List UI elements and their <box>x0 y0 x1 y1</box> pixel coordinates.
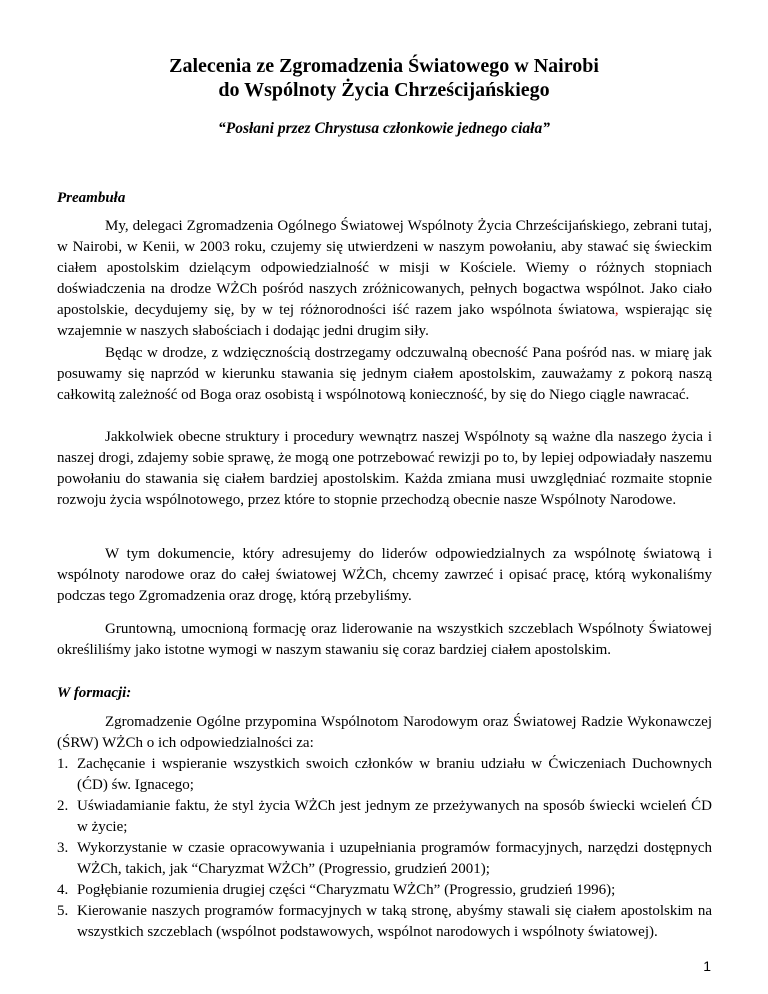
list-item-text: Uświadamianie faktu, że styl życia WŻCh jest jednym ze przeżywanych na sposób świecki wcieleń ĆD w życie; <box>77 798 712 835</box>
document-title-line2: do Wspólnoty Życia Chrześcijańskiego <box>218 79 550 101</box>
list-item <box>57 880 712 901</box>
formation-list <box>57 754 712 943</box>
list-item-number: 2. <box>57 798 69 814</box>
list-item-number: 5. <box>57 903 69 919</box>
list-item-text: Zachęcanie i wspieranie wszystkich swoich członków w braniu udziału w Ćwiczeniach Duchownych (ĆD) św. Ignacego; <box>77 756 712 793</box>
paragraph-1-end: wspierając się wzajemnie w naszych słabościach i dodając jedni drugim siły. <box>57 302 712 339</box>
paragraph-1 <box>57 216 712 342</box>
preamble-heading: Preambuła <box>57 190 126 206</box>
list-item <box>57 838 712 880</box>
list-item <box>57 796 712 838</box>
list-item-text: Wykorzystanie w czasie opracowywania i uzupełniania programów formacyjnych, narzędzi dostępnych WŻCh, takich, jak “Charyzmat WŻCh” (Progressio, grudzień 2001); <box>77 840 712 877</box>
page-number: 1 <box>703 958 711 974</box>
formation-heading: W formacji: <box>57 685 132 701</box>
list-item-number: 4. <box>57 882 69 898</box>
paragraph-6: Zgromadzenie Ogólne przypomina Wspólnotom Narodowym oraz Światowej Radzie Wykonawczej (ŚRW) WŻCh o ich odpowiedzialności za: <box>57 714 712 751</box>
paragraph-3: Jakkolwiek obecne struktury i procedury wewnątrz naszej Wspólnoty są ważne dla naszego życia i naszej drogi, zdajemy sobie sprawę, że mogą one potrzebować rewizji po to, by lepiej odpowiadały naszemu powołaniu do stawania się ciałem bardziej apostolskim. Każda zmiana musi uwzględniać rozmaite stopnie rozwoju życia wspólnotowego, przez które to stopnie przechodzą obecnie nasze Wspólnoty Narodowe. <box>57 429 712 508</box>
list-item-number: 1. <box>57 756 69 772</box>
paragraph-1-main: My, delegaci Zgromadzenia Ogólnego Światowej Wspólnoty Życia Chrześcijańskiego, zebrani tutaj, w Nairobi, w Kenii, w 2003 roku, czujemy się utwierdzeni w naszym powołaniu, aby stawać się świeckim ciałem apostolskim dzielącym odpowiedzialność w misji w Kościele. Wiemy o różnych stopniach doświadczenia na drodze WŻCh pośród naszych zróżnicowanych, pełnych bogactwa wspólnot. Jako ciało apostolskie, decydujemy się, by w tej różnorodności iść razem jako wspólnota światowa <box>57 218 712 318</box>
document-subtitle: “Posłani przez Chrystusa członkowie jednego ciała” <box>218 120 550 137</box>
paragraph-2: Będąc w drodze, z wdzięcznością dostrzegamy odczuwalną obecność Pana pośród nas. w miarę jak posuwamy się naprzód w kierunku stawania się jednym ciałem apostolskim, zauważamy z pokorą naszą całkowitą zależność od Boga oraz osobistą i wspólnotową konieczność, by się do Niego ciągle nawracać. <box>57 345 712 403</box>
list-item <box>57 901 712 943</box>
list-item <box>57 754 712 796</box>
paragraph-5: Gruntowną, umocnioną formację oraz liderowanie na wszystkich szczeblach Wspólnoty Światowej określiliśmy jako istotne wymogi w naszym stawaniu się coraz bardziej ciałem apostolskim. <box>57 621 712 658</box>
list-item-number: 3. <box>57 840 69 856</box>
list-item-text: Kierowanie naszych programów formacyjnych w taką stronę, abyśmy stawali się ciałem apostolskim na wszystkich szczeblach (wspólnot podstawowych, wspólnot narodowych i wspólnoty światowej). <box>77 903 712 940</box>
paragraph-4: W tym dokumencie, który adresujemy do liderów odpowiedzialnych za wspólnotę światową i wspólnoty narodowe oraz do całej światowej WŻCh, chcemy zawrzeć i opisać pracę, którą wykonaliśmy podczas tego Zgromadzenia oraz drogę, którą przebyliśmy. <box>57 546 712 604</box>
document-title-line1: Zalecenia ze Zgromadzenia Światowego w Nairobi <box>169 55 599 77</box>
list-item-text: Pogłębianie rozumienia drugiej części “Charyzmatu WŻCh” (Progressio, grudzień 1996); <box>77 882 616 898</box>
paragraph-1-comma: , <box>614 302 619 318</box>
